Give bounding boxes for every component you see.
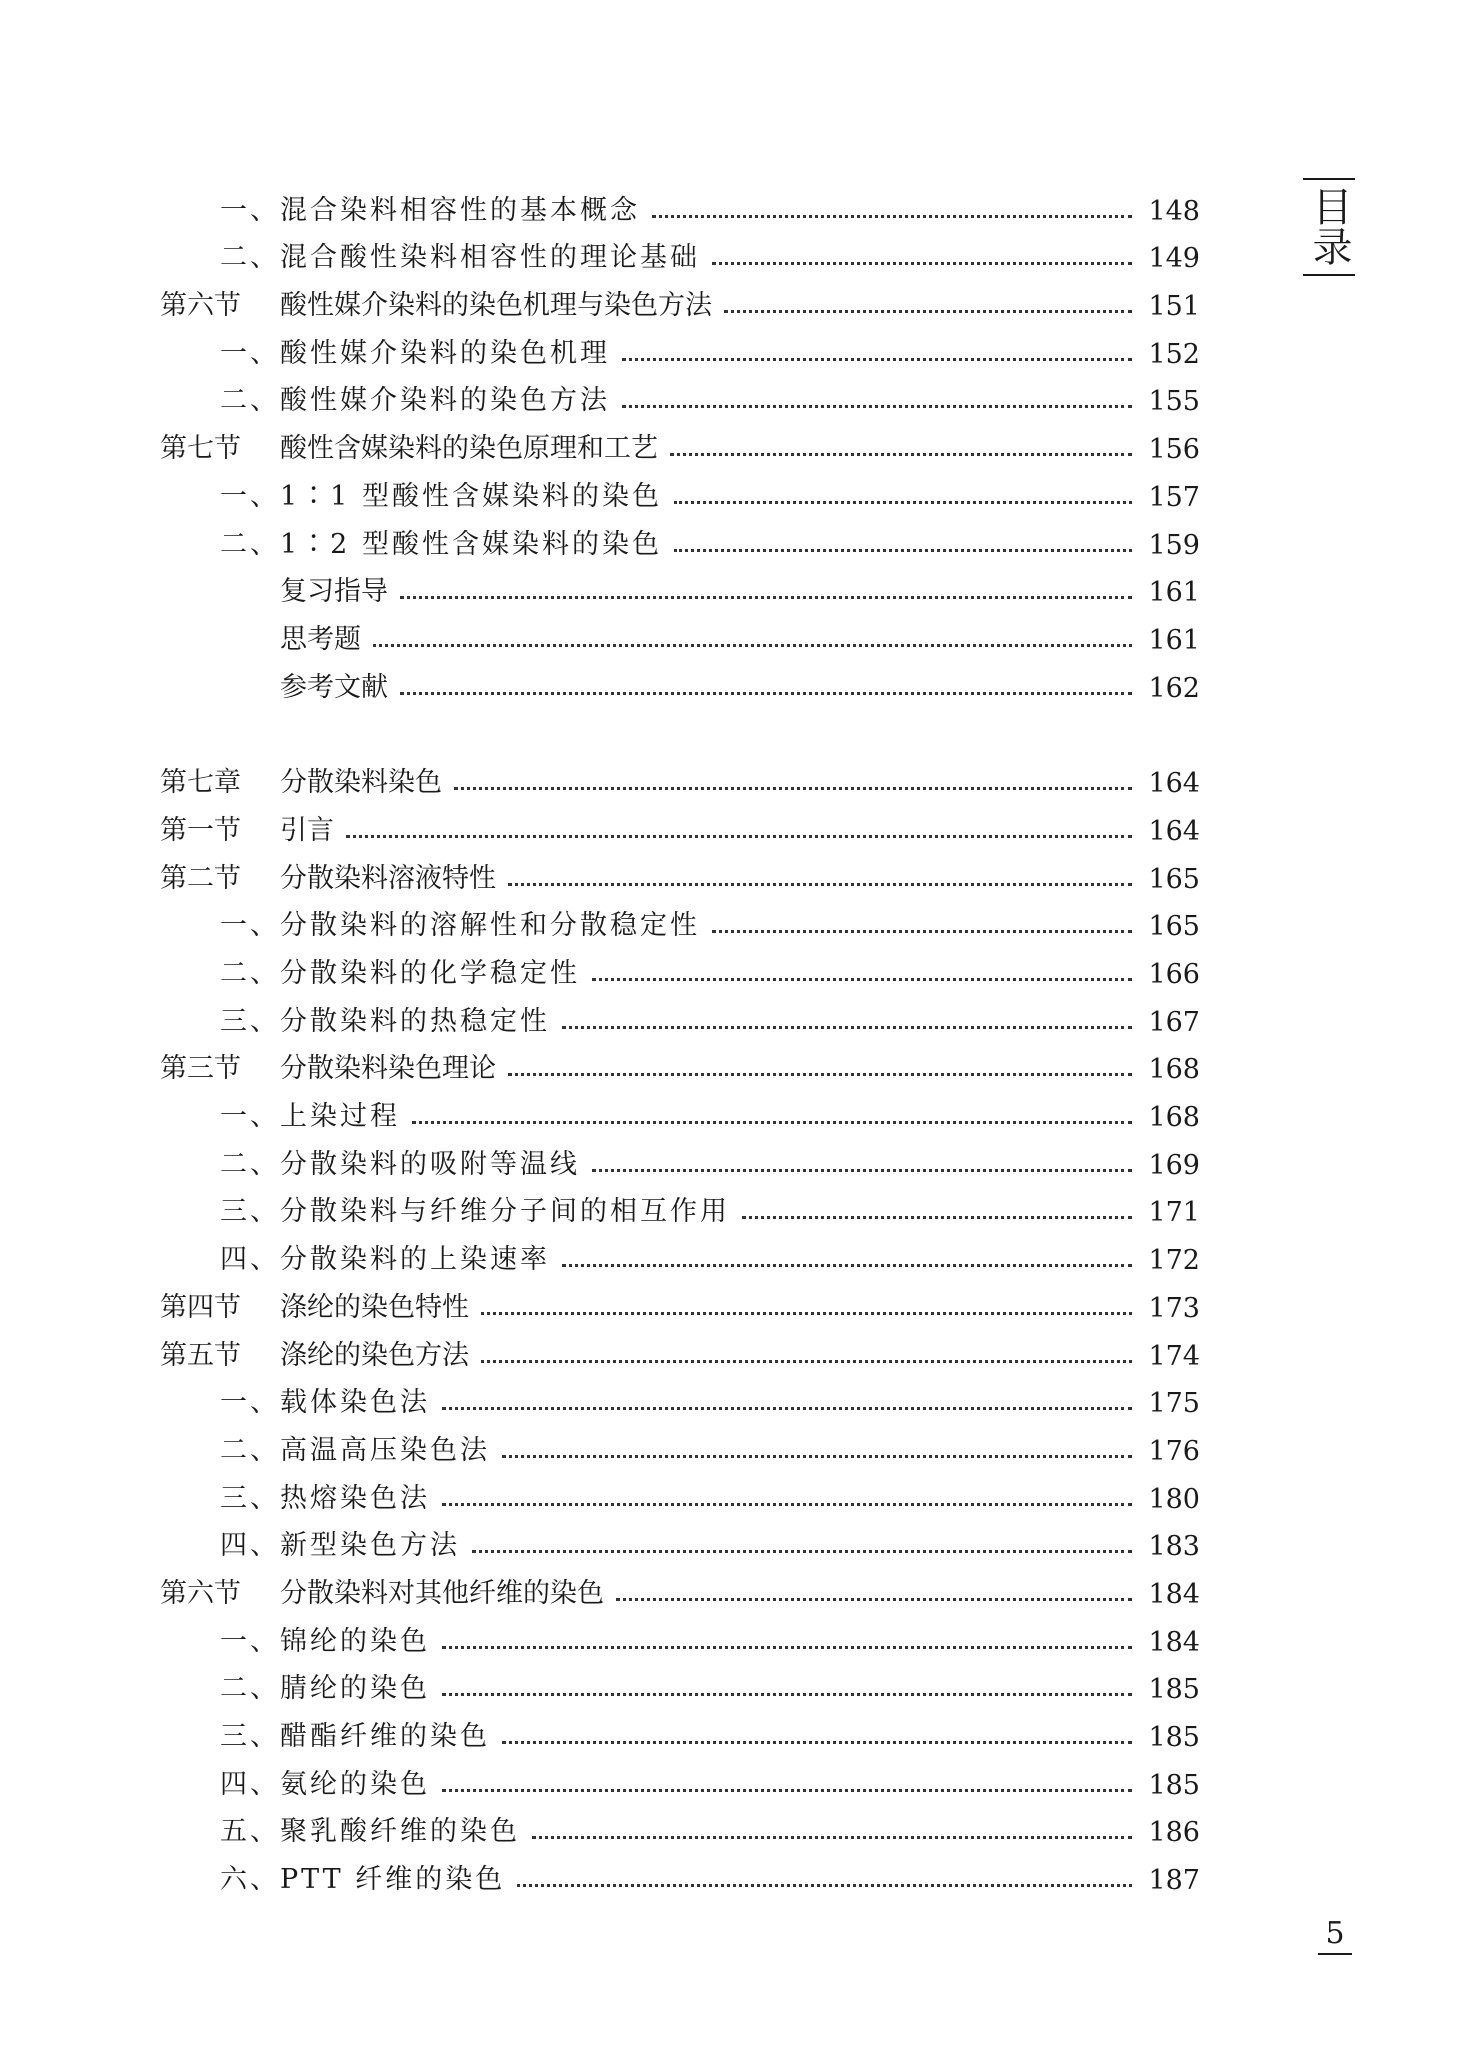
toc-subsection-entry[interactable] (160, 513, 1200, 561)
toc-subsection-entry[interactable] (160, 1658, 1200, 1706)
toc-subsection-entry[interactable] (160, 1228, 1200, 1276)
toc-subsection-entry[interactable] (160, 1801, 1200, 1849)
toc-chapter-entry[interactable] (160, 752, 1200, 800)
toc-entry-title: 涤纶的染色特性 (280, 1291, 469, 1323)
toc-dot-leader (652, 215, 1132, 218)
toc-dot-leader (674, 549, 1132, 552)
toc-dot-leader (442, 1407, 1132, 1410)
toc-entry-page: 187 (1148, 1865, 1200, 1897)
toc-entry-number: 第二节 (160, 862, 241, 894)
toc-entry-page: 174 (1148, 1340, 1200, 1372)
toc-subsection-entry[interactable] (160, 1181, 1200, 1229)
toc-entry-title: 四、氨纶的染色 (220, 1768, 430, 1800)
toc-entry-title: 分散染料染色 (280, 767, 442, 799)
toc-dot-leader (400, 692, 1132, 695)
toc-entry-title: 二、分散染料的吸附等温线 (220, 1148, 580, 1180)
toc-entry-title: 思考题 (280, 623, 361, 655)
toc-dot-leader (616, 1598, 1132, 1601)
toc-dot-leader (472, 1550, 1132, 1553)
toc-entry-title: 一、酸性媒介染料的染色机理 (220, 337, 610, 369)
toc-entry-page: 185 (1148, 1722, 1200, 1753)
toc-subsection-entry[interactable] (160, 1133, 1200, 1181)
toc-subsection-entry[interactable] (160, 227, 1200, 275)
toc-entry-title: 一、上染过程 (220, 1101, 400, 1133)
toc-entry-title: 分散染料溶液特性 (280, 862, 496, 894)
toc-entry-title: 四、新型染色方法 (220, 1530, 460, 1562)
toc-subsection-entry[interactable] (160, 179, 1200, 227)
toc-section-entry[interactable] (160, 1324, 1200, 1372)
toc-entry-title: 酸性媒介染料的染色机理与染色方法 (280, 290, 712, 322)
toc-dot-leader (742, 1216, 1132, 1219)
toc-entry-title: 三、热熔染色法 (220, 1482, 430, 1514)
toc-dot-leader (517, 1884, 1132, 1887)
toc-entry-title: 六、PTT 纤维的染色 (220, 1864, 506, 1896)
toc-subsection-entry[interactable] (160, 1705, 1200, 1753)
side-tab-label: 目录 (1306, 186, 1352, 266)
toc-entry-title: 一、1∶1 型酸性含媒染料的染色 (220, 480, 662, 512)
toc-section-entry[interactable] (160, 417, 1200, 465)
toc-entry-page: 166 (1148, 959, 1200, 990)
toc-entry-page: 168 (1148, 1102, 1200, 1134)
toc-entry-page: 164 (1148, 815, 1200, 847)
toc-dot-leader (670, 453, 1132, 456)
toc-entry-page: 155 (1148, 386, 1200, 418)
toc-entry-page: 172 (1148, 1245, 1200, 1277)
toc-entry-page: 176 (1148, 1435, 1200, 1467)
toc-entry-title: 二、1∶2 型酸性含媒染料的染色 (220, 528, 662, 560)
toc-entry-page: 161 (1148, 624, 1200, 656)
toc-entry-title: 涤纶的染色方法 (280, 1339, 469, 1371)
toc-entry-number: 第四节 (160, 1291, 241, 1323)
toc-entry-page: 186 (1148, 1817, 1200, 1849)
toc-entry-page: 156 (1148, 434, 1200, 466)
toc-entry-page: 149 (1148, 243, 1200, 275)
toc-dot-leader (592, 978, 1132, 981)
toc-subsection-entry[interactable] (160, 1467, 1200, 1515)
toc-entry-page: 151 (1148, 291, 1200, 323)
toc-entry-title: 参考文献 (280, 671, 388, 703)
toc-subsection-entry[interactable] (160, 942, 1200, 990)
toc-entry-number: 第一节 (160, 814, 241, 846)
toc-section-entry[interactable] (160, 1562, 1200, 1610)
toc-entry-number: 第七章 (160, 767, 241, 799)
toc-entry-page: 157 (1148, 481, 1200, 513)
toc-entry-title: 二、酸性媒介染料的染色方法 (220, 385, 610, 417)
toc-entry-page: 148 (1148, 195, 1200, 227)
toc-entry-title: 五、聚乳酸纤维的染色 (220, 1816, 520, 1848)
toc-entry-title: 酸性含媒染料的染色原理和工艺 (280, 433, 658, 465)
toc-entry-page: 171 (1148, 1197, 1200, 1229)
toc-entry-title: 四、分散染料的上染速率 (220, 1244, 550, 1276)
toc-entry-page: 173 (1148, 1292, 1200, 1324)
toc-dot-leader (508, 883, 1132, 886)
toc-dot-leader (442, 1693, 1132, 1696)
toc-dot-leader (412, 1121, 1132, 1124)
toc-dot-leader (712, 262, 1132, 265)
toc-dot-leader (622, 358, 1132, 361)
toc-section-entry[interactable] (160, 847, 1200, 895)
toc-section-entry[interactable] (160, 1276, 1200, 1324)
toc-section-entry[interactable] (160, 656, 1200, 704)
toc-section-entry[interactable] (160, 274, 1200, 322)
toc-entry-number: 第六节 (160, 290, 241, 322)
toc-section-entry[interactable] (160, 608, 1200, 656)
toc-dot-leader (508, 1073, 1132, 1076)
toc-entry-number: 第六节 (160, 1577, 241, 1609)
toc-entry-page: 164 (1148, 768, 1200, 800)
toc-entry-title: 复习指导 (280, 576, 388, 608)
toc-entry-number: 第三节 (160, 1053, 241, 1085)
side-tab-bottom-rule (1303, 274, 1355, 276)
toc-entry-title: 引言 (280, 814, 334, 846)
toc-entry-title: 一、锦纶的染色 (220, 1625, 430, 1657)
toc-dot-leader (481, 1312, 1132, 1315)
toc-section-entry[interactable] (160, 799, 1200, 847)
toc-entry-title: 二、分散染料的化学稳定性 (220, 958, 580, 989)
toc-entry-page: 180 (1148, 1483, 1200, 1515)
toc-subsection-entry[interactable] (160, 1372, 1200, 1420)
toc-dot-leader (724, 310, 1132, 313)
toc-entry-title: 三、分散染料与纤维分子间的相互作用 (220, 1196, 730, 1228)
toc-entry-title: 一、混合染料相容性的基本概念 (220, 194, 640, 226)
toc-dot-leader (712, 930, 1132, 933)
toc-entry-title: 二、腈纶的染色 (220, 1673, 430, 1705)
toc-section-entry[interactable] (160, 561, 1200, 609)
toc-dot-leader (674, 501, 1132, 504)
toc-dot-leader (502, 1741, 1132, 1744)
toc-dot-leader (502, 1455, 1132, 1458)
toc-entry-page: 167 (1148, 1006, 1200, 1038)
toc-subsection-entry[interactable] (160, 1419, 1200, 1467)
toc-dot-leader (454, 787, 1132, 790)
toc-entry-number: 第七节 (160, 433, 241, 465)
toc-entry-page: 184 (1148, 1626, 1200, 1658)
toc-entry-title: 一、分散染料的溶解性和分散稳定性 (220, 910, 700, 942)
toc-entry-page: 152 (1148, 338, 1200, 370)
toc-subsection-entry[interactable] (160, 990, 1200, 1038)
toc-dot-leader (373, 644, 1132, 647)
toc-subsection-entry[interactable] (160, 1848, 1200, 1896)
toc-entry-page: 159 (1148, 529, 1200, 561)
toc-entry-page: 169 (1148, 1149, 1200, 1181)
toc-entry-page: 165 (1148, 911, 1200, 943)
toc-dot-leader (442, 1503, 1132, 1506)
toc-entry-title: 三、分散染料的热稳定性 (220, 1005, 550, 1037)
toc-dot-leader (622, 405, 1132, 408)
toc-entry-page: 161 (1148, 577, 1200, 609)
toc-entry-page: 184 (1148, 1578, 1200, 1610)
toc-subsection-entry[interactable] (160, 1515, 1200, 1563)
toc-entry-page: 175 (1148, 1388, 1200, 1420)
toc-subsection-entry[interactable] (160, 465, 1200, 513)
toc-dot-leader (346, 835, 1132, 838)
toc-entry-title: 一、载体染色法 (220, 1387, 430, 1419)
side-tab (1303, 178, 1355, 276)
toc-entry-page: 183 (1148, 1531, 1200, 1563)
toc-entry-title: 二、混合酸性染料相容性的理论基础 (220, 242, 700, 274)
toc-entry-page: 162 (1148, 672, 1200, 704)
toc-subsection-entry[interactable] (160, 1085, 1200, 1133)
toc-subsection-entry[interactable] (160, 322, 1200, 370)
toc-entry-page: 185 (1148, 1769, 1200, 1801)
toc-dot-leader (442, 1789, 1132, 1792)
toc-entry-page: 185 (1148, 1674, 1200, 1706)
page-number: 5 (1318, 1916, 1352, 1955)
toc-entry-title: 分散染料对其他纤维的染色 (280, 1577, 604, 1609)
toc-subsection-entry[interactable] (160, 1610, 1200, 1658)
toc-dot-leader (562, 1026, 1132, 1029)
toc-entry-title: 二、高温高压染色法 (220, 1434, 490, 1466)
toc-entry-title: 分散染料染色理论 (280, 1053, 496, 1085)
toc-section-entry[interactable] (160, 1038, 1200, 1086)
toc-dot-leader (562, 1264, 1132, 1267)
toc-dot-leader (592, 1169, 1132, 1172)
toc-entry-number: 第五节 (160, 1339, 241, 1371)
toc-entry-page: 168 (1148, 1054, 1200, 1086)
toc-entry-title: 三、醋酯纤维的染色 (220, 1721, 490, 1752)
toc-dot-leader (442, 1646, 1132, 1649)
toc-dot-leader (400, 596, 1132, 599)
toc-entry-page: 165 (1148, 863, 1200, 895)
toc-dot-leader (481, 1360, 1132, 1363)
toc-subsection-entry[interactable] (160, 895, 1200, 943)
toc-subsection-entry[interactable] (160, 1753, 1200, 1801)
toc-dot-leader (532, 1836, 1132, 1839)
toc-subsection-entry[interactable] (160, 370, 1200, 418)
table-of-contents (160, 179, 1200, 1896)
